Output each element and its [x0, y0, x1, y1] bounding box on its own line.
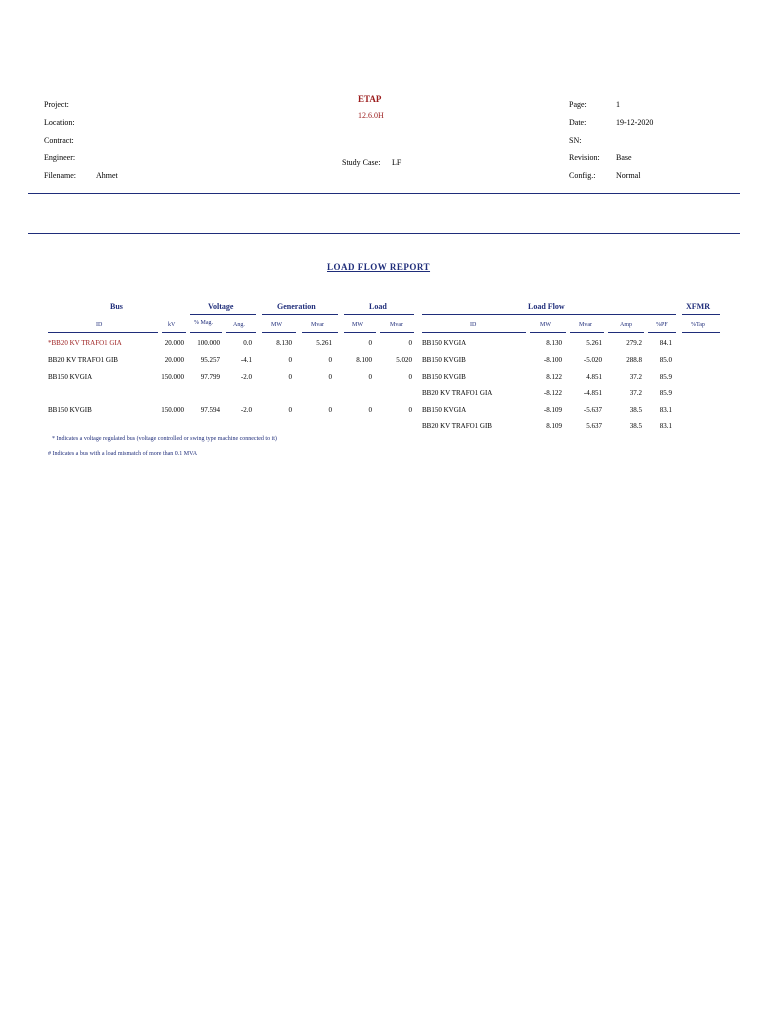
col-underline-gen-mw	[262, 332, 296, 333]
cell-pf: 83.1	[659, 422, 672, 430]
cell-lf-mw: 8.130	[546, 339, 562, 347]
cell-lf-mw: 8.109	[546, 422, 562, 430]
cell-mag: 95.257	[200, 356, 220, 364]
col-underline-lf-mvar	[570, 332, 604, 333]
col-underline-gen-mvar	[302, 332, 338, 333]
cell-kv: 20.000	[164, 356, 184, 364]
group-generation: Generation	[277, 302, 316, 311]
col-underline-id	[48, 332, 158, 333]
date-label: Date:	[569, 118, 587, 127]
cell-lf-id: BB150 KVGIA	[422, 406, 467, 414]
cell-ang: -2.0	[240, 373, 252, 381]
col-underline-kv	[162, 332, 186, 333]
col-load-mw: MW	[352, 322, 363, 328]
col-pf: %PF	[656, 322, 668, 328]
group-xfmr: XFMR	[686, 302, 710, 311]
cell-kv: 150.000	[161, 406, 184, 414]
note-mismatch: # Indicates a bus with a load mismatch of more than 0.1 MVA	[48, 451, 198, 457]
cell-load-mvar: 5.020	[396, 356, 412, 364]
cell-gen-mw: 0	[288, 356, 292, 364]
cell-lf-id: BB20 KV TRAFO1 GIB	[422, 422, 492, 430]
cell-lf-id: BB150 KVGIA	[422, 339, 467, 347]
app-name: ETAP	[358, 94, 382, 104]
cell-kv: 20.000	[164, 339, 184, 347]
header-rule	[28, 193, 740, 194]
col-mag: % Mag.	[194, 320, 213, 326]
cell-bus-id: BB150 KVGIA	[48, 373, 93, 381]
col-lf-mw: MW	[540, 322, 551, 328]
cell-amp: 38.5	[629, 406, 642, 414]
cell-kv: 150.000	[161, 373, 184, 381]
cell-bus-id: *BB20 KV TRAFO1 GIA	[48, 339, 122, 347]
col-lf-id: ID	[470, 322, 477, 328]
group-load-flow: Load Flow	[528, 302, 565, 311]
cell-pf: 85.9	[659, 373, 672, 381]
col-underline-lf-id	[422, 332, 526, 333]
xfmr-underline	[682, 314, 720, 315]
cell-ang: -4.1	[240, 356, 252, 364]
cell-load-mvar: 0	[408, 373, 412, 381]
cell-gen-mvar: 5.261	[316, 339, 332, 347]
col-underline-ang	[226, 332, 256, 333]
location-label: Location:	[44, 118, 75, 127]
col-gen-mw: MW	[271, 322, 282, 328]
cell-lf-mvar: -5.020	[583, 356, 602, 364]
cell-lf-mw: -8.122	[543, 389, 562, 397]
col-bus-id: ID	[96, 322, 103, 328]
col-underline-load-mvar	[380, 332, 414, 333]
cell-pf: 83.1	[659, 406, 672, 414]
col-underline-mag	[190, 332, 222, 333]
generation-underline	[262, 314, 338, 315]
col-gen-mvar: Mvar	[311, 322, 324, 328]
col-ang: Ang.	[233, 322, 245, 328]
col-underline-amp	[608, 332, 644, 333]
cell-pf: 85.9	[659, 389, 672, 397]
cell-lf-id: BB150 KVGIB	[422, 373, 466, 381]
cell-load-mw: 8.100	[356, 356, 372, 364]
cell-lf-id: BB150 KVGIB	[422, 356, 466, 364]
contract-label: Contract:	[44, 136, 74, 145]
cell-lf-mw: -8.109	[543, 406, 562, 414]
load-flow-underline	[422, 314, 676, 315]
sn-label: SN:	[569, 136, 582, 145]
cell-lf-mw: -8.100	[543, 356, 562, 364]
col-kv: kV	[168, 322, 176, 328]
cell-lf-mvar: -4.851	[583, 389, 602, 397]
col-underline-lf-mw	[530, 332, 566, 333]
col-underline-load-mw	[344, 332, 376, 333]
cell-lf-mw: 8.122	[546, 373, 562, 381]
cell-amp: 279.2	[626, 339, 642, 347]
cell-bus-id: BB20 KV TRAFO1 GIB	[48, 356, 118, 364]
group-voltage: Voltage	[208, 302, 234, 311]
study-case-value: LF	[392, 158, 402, 167]
config-label: Config.:	[569, 171, 596, 180]
cell-lf-mvar: 4.851	[586, 373, 602, 381]
revision-value: Base	[616, 153, 632, 162]
cell-ang: -2.0	[240, 406, 252, 414]
cell-amp: 38.5	[629, 422, 642, 430]
cell-lf-mvar: 5.261	[586, 339, 602, 347]
cell-gen-mw: 0	[288, 406, 292, 414]
cell-pf: 84.1	[659, 339, 672, 347]
page-value: 1	[616, 100, 620, 109]
cell-mag: 97.594	[200, 406, 220, 414]
group-bus: Bus	[110, 302, 123, 311]
section-rule	[28, 233, 740, 234]
cell-amp: 37.2	[629, 373, 642, 381]
cell-lf-id: BB20 KV TRAFO1 GIA	[422, 389, 493, 397]
col-amp: Amp	[620, 322, 632, 328]
col-lf-mvar: Mvar	[579, 322, 592, 328]
cell-mag: 100.000	[197, 339, 220, 347]
filename-label: Filename:	[44, 171, 76, 180]
cell-lf-mvar: -5.637	[583, 406, 602, 414]
app-version: 12.6.0H	[358, 111, 384, 120]
cell-gen-mvar: 0	[328, 373, 332, 381]
revision-label: Revision:	[569, 153, 600, 162]
group-load: Load	[369, 302, 387, 311]
cell-amp: 37.2	[629, 389, 642, 397]
cell-gen-mvar: 0	[328, 356, 332, 364]
cell-amp: 288.8	[626, 356, 642, 364]
cell-ang: 0.0	[243, 339, 252, 347]
filename-value: Ahmet	[96, 171, 118, 180]
page-label: Page:	[569, 100, 587, 109]
report-title: LOAD FLOW REPORT	[327, 262, 431, 272]
cell-load-mvar: 0	[408, 406, 412, 414]
voltage-underline	[190, 314, 256, 315]
cell-pf: 85.0	[659, 356, 672, 364]
load-underline	[344, 314, 414, 315]
col-underline-tap	[682, 332, 720, 333]
engineer-label: Engineer:	[44, 153, 76, 162]
col-tap: %Tap	[691, 322, 705, 328]
cell-gen-mvar: 0	[328, 406, 332, 414]
cell-load-mvar: 0	[408, 339, 412, 347]
col-load-mvar: Mvar	[390, 322, 403, 328]
col-underline-pf	[648, 332, 676, 333]
project-label: Project:	[44, 100, 69, 109]
config-value: Normal	[616, 171, 641, 180]
cell-load-mw: 0	[368, 373, 372, 381]
cell-load-mw: 0	[368, 339, 372, 347]
cell-mag: 97.799	[200, 373, 220, 381]
note-regulated: * Indicates a voltage regulated bus (voltage controlled or swing type machine connected to it)	[52, 436, 277, 442]
study-case-label: Study Case:	[342, 158, 381, 167]
cell-lf-mvar: 5.637	[586, 422, 602, 430]
cell-gen-mw: 0	[288, 373, 292, 381]
date-value: 19-12-2020	[616, 118, 654, 127]
cell-gen-mw: 8.130	[276, 339, 292, 347]
cell-load-mw: 0	[368, 406, 372, 414]
cell-bus-id: BB150 KVGIB	[48, 406, 92, 414]
